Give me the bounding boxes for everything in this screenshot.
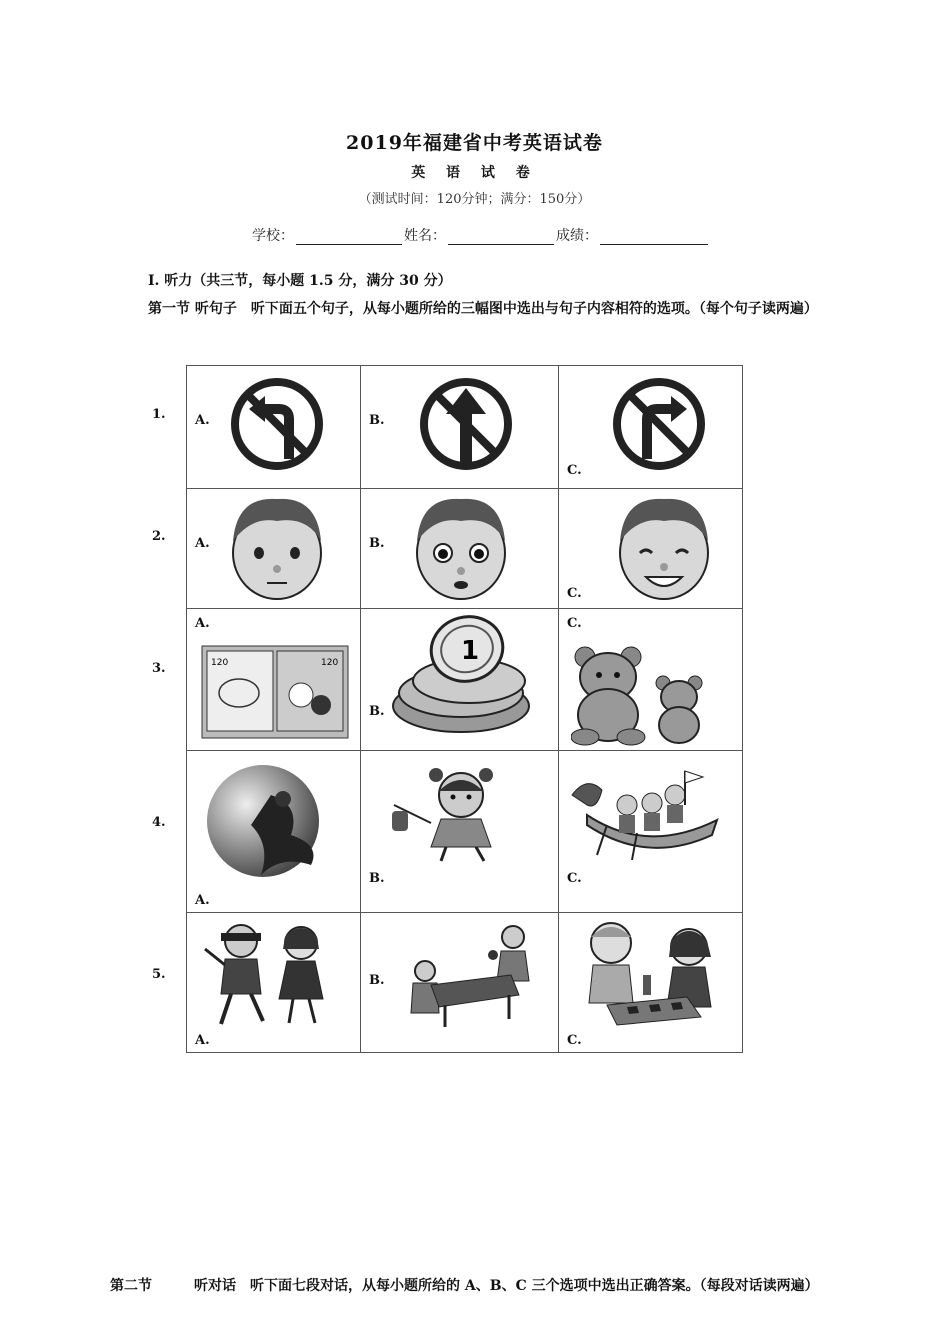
dragon-boat-icon [567, 765, 727, 865]
boy-face-smiling-icon [604, 491, 724, 603]
option-cell[interactable] [361, 489, 559, 609]
option-cell[interactable] [361, 913, 559, 1053]
option-label: C. [567, 1033, 582, 1048]
option-cell[interactable] [559, 366, 743, 489]
option-cell[interactable] [187, 751, 361, 913]
name-label: 姓名： [404, 228, 446, 244]
moon-goddess-icon [201, 765, 351, 881]
school-label: 学校： [252, 228, 294, 244]
stamp-value: 120 [321, 658, 339, 668]
option-cell[interactable] [361, 609, 559, 751]
option-cell[interactable] [187, 489, 361, 609]
page-title: 2019年福建省中考英语试卷 [346, 132, 603, 154]
student-info-line [252, 225, 710, 245]
option-cell[interactable] [559, 489, 743, 609]
option-label: B. [369, 871, 385, 886]
coins-icon [389, 611, 535, 743]
playing-chess-icon [577, 917, 727, 1027]
option-label: A. [195, 616, 210, 631]
option-label: C. [567, 586, 582, 601]
stamps-icon [201, 645, 349, 739]
question-number: 1. [152, 407, 166, 422]
option-cell[interactable] [559, 913, 743, 1053]
picture-options-table [186, 365, 743, 1053]
no-right-turn-sign-icon [609, 374, 709, 474]
option-label: C. [567, 871, 582, 886]
option-label: B. [369, 973, 385, 988]
school-blank[interactable] [296, 230, 402, 245]
no-left-turn-sign-icon [227, 374, 327, 474]
option-cell[interactable] [187, 913, 361, 1053]
section1-heading: Ⅰ. 听力（共三节，每小题 1.5 分，满分 30 分） [148, 273, 452, 289]
blindfold-game-icon [201, 919, 351, 1029]
question-number: 5. [152, 967, 166, 982]
section2-instruction: 第二节 听对话 听下面七段对话，从每小题所给的 A、B、C 三个选项中选出正确答案。（每段对话读两遍） [110, 1278, 819, 1294]
stamp-value: 120 [211, 658, 229, 668]
question-number: 4. [152, 815, 166, 830]
option-label: B. [369, 536, 385, 551]
option-label: A. [195, 413, 210, 428]
boy-face-neutral-icon [217, 491, 337, 603]
question-number: 3. [152, 661, 166, 676]
option-label: C. [567, 463, 582, 478]
score-blank[interactable] [600, 230, 708, 245]
option-cell[interactable] [361, 366, 559, 489]
option-label: A. [195, 893, 210, 908]
option-cell[interactable] [187, 366, 361, 489]
girl-with-lantern-icon [386, 767, 536, 863]
ping-pong-icon [401, 921, 541, 1031]
option-label: B. [369, 413, 385, 428]
coin-value: 1 [461, 636, 480, 666]
option-label: A. [195, 1033, 210, 1048]
question-number: 2. [152, 529, 166, 544]
teddy-bears-icon [571, 643, 721, 747]
section1-instruction: 第一节 听句子 听下面五个句子，从每小题所给的三幅图中选出与句子内容相符的选项。（每个句子读两遍） [148, 301, 818, 317]
name-blank[interactable] [448, 230, 554, 245]
boy-face-surprised-icon [401, 491, 521, 603]
exam-note: （测试时间：120分钟；满分：150分） [358, 192, 591, 207]
page-subtitle: 英 语 试 卷 [411, 165, 538, 181]
option-cell[interactable] [187, 609, 361, 751]
option-label: A. [195, 536, 210, 551]
no-straight-sign-icon [416, 374, 516, 474]
score-label: 成绩： [556, 228, 598, 244]
option-label: B. [369, 704, 385, 719]
option-cell[interactable] [559, 609, 743, 751]
option-cell[interactable] [361, 751, 559, 913]
option-label: C. [567, 616, 582, 631]
option-cell[interactable] [559, 751, 743, 913]
